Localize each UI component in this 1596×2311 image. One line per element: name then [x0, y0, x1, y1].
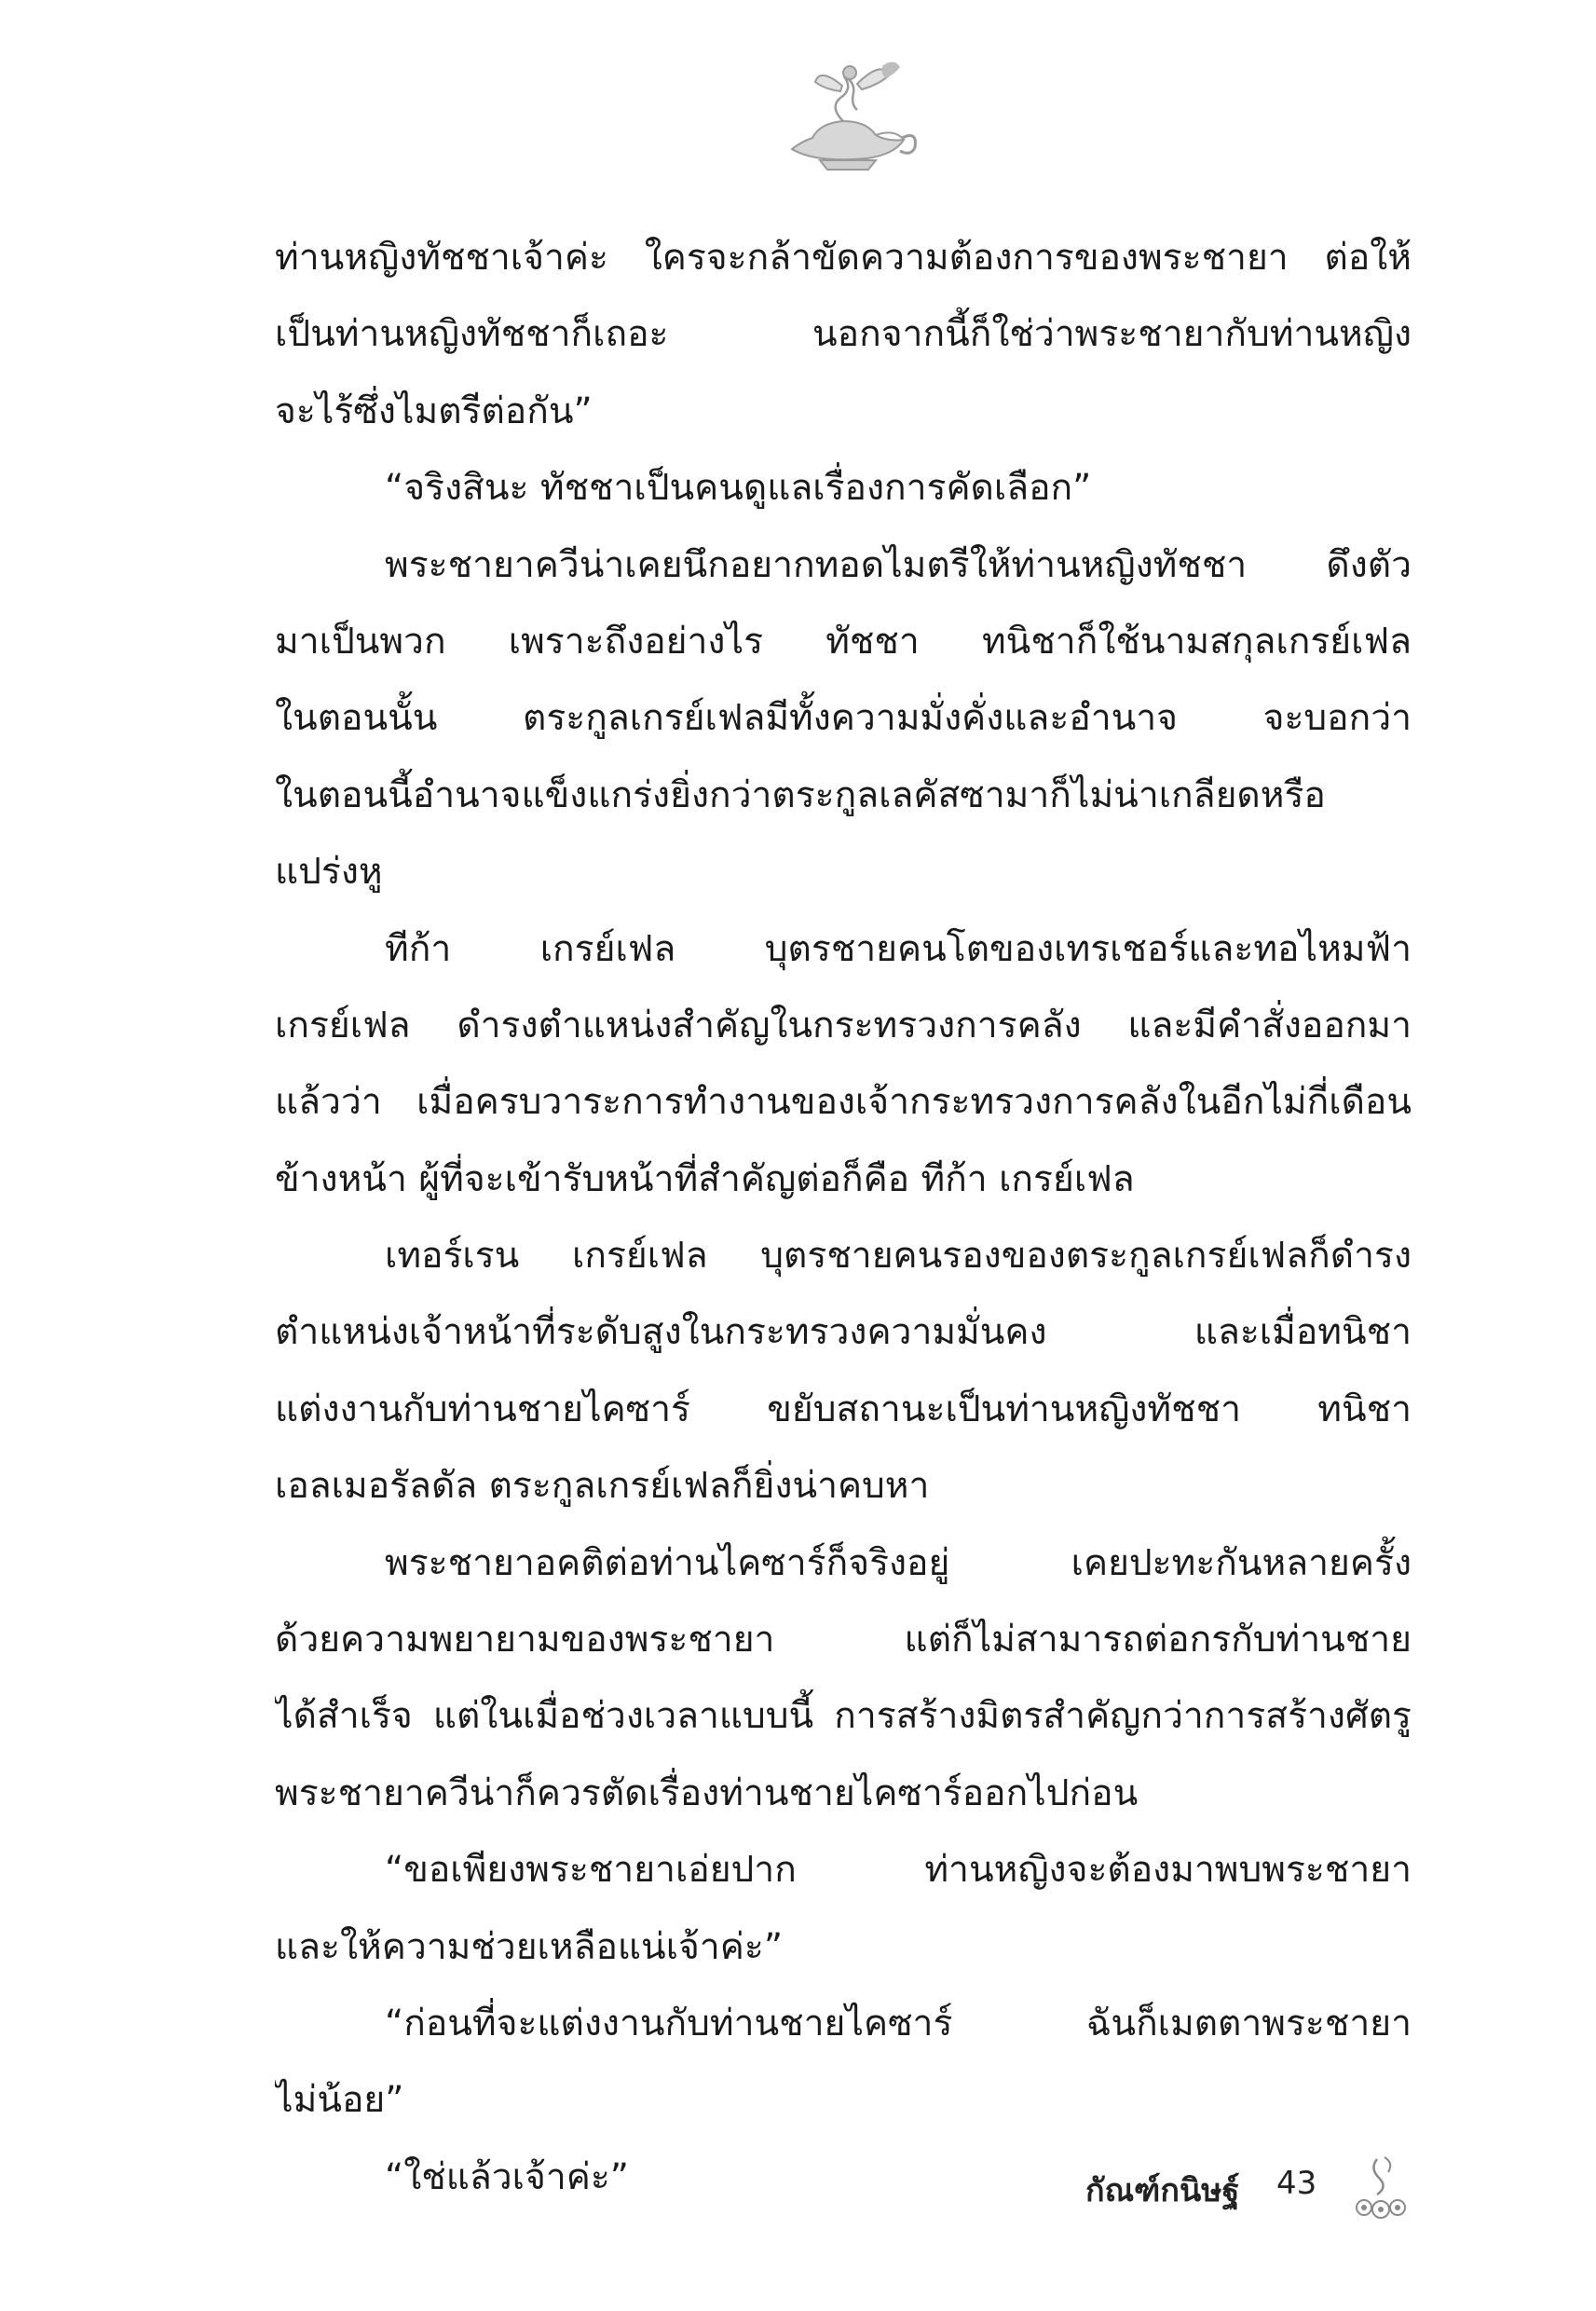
- text-line: พระชายาอคติต่อท่านไคซาร์ก็จริงอยู่ เคยปะทะกันหลายครั้ง: [385, 1541, 1412, 1584]
- text-line: เทอร์เรน เกรย์เฟล บุตรชายคนรองของตระกูลเกรย์เฟลก็ดำรง: [385, 1235, 1412, 1278]
- text-line: ในตอนนี้อำนาจแข็งแกร่งยิ่งกว่าตระกูลเลคัสซามาก็ไม่น่าเกลียดหรือ: [275, 773, 1326, 816]
- text-line: “จริงสินะ ทัชชาเป็นคนดูแลเรื่องการคัดเลือก”: [385, 467, 1092, 510]
- text-line: ตำแหน่งเจ้าหน้าที่ระดับสูงในกระทรวงความมั่นคง และเมื่อทนิชา: [275, 1311, 1412, 1354]
- text-line: ในตอนนั้น ตระกูลเกรย์เฟลมีทั้งความมั่งคั่งและอำนาจ จะบอกว่า: [275, 697, 1412, 740]
- text-line: แปร่งหู: [275, 851, 383, 894]
- text-line: ไม่น้อย”: [275, 2079, 404, 2122]
- page-footer: [1071, 2148, 1425, 2232]
- text-line: “ใช่แล้วเจ้าค่ะ”: [385, 2155, 629, 2198]
- book-title: กัณฑ์กนิษฐ์: [1085, 2172, 1240, 2209]
- text-line: “ก่อนที่จะแต่งงานกับท่านชายไคซาร์ ฉันก็เมตตาพระชายา: [385, 2002, 1412, 2044]
- body-text: [275, 220, 1412, 2216]
- text-line: พระชายาควีน่าเคยนึกอยากทอดไมตรีให้ท่านหญิงทัชชา ดึงตัว: [385, 543, 1412, 586]
- text-line: ข้างหน้า ผู้ที่จะเข้ารับหน้าที่สำคัญต่อก็คือ ทีก้า เกรย์เฟล: [275, 1157, 1135, 1200]
- text-line: เอลเมอรัลดัล ตระกูลเกรย์เฟลก็ยิ่งน่าคบหา: [275, 1465, 930, 1508]
- text-line: จะไร้ซึ่งไมตรีต่อกัน”: [275, 390, 593, 432]
- text-line: ได้สำเร็จ แต่ในเมื่อช่วงเวลาแบบนี้ การสร้างมิตรสำคัญกว่าการสร้างศัตรู: [275, 1695, 1412, 1738]
- text-line: เป็นท่านหญิงทัชชาก็เถอะ นอกจากนี้ก็ใช่ว่าพระชายากับท่านหญิง: [275, 313, 1412, 356]
- text-line: ท่านหญิงทัชชาเจ้าค่ะ ใครจะกล้าขัดความต้องการของพระชายา ต่อให้: [275, 237, 1412, 279]
- floral-vine-icon: [1342, 2150, 1416, 2224]
- text-line: ทีก้า เกรย์เฟล บุตรชายคนโตของเทรเชอร์และทอไหมฟ้า: [385, 927, 1412, 970]
- text-line: มาเป็นพวก เพราะถึงอย่างไร ทัชชา ทนิชาก็ใช้นามสกุลเกรย์เฟล: [275, 620, 1412, 663]
- page-number: 43: [1276, 2165, 1317, 2202]
- text-line: แต่งงานกับท่านชายไคซาร์ ขยับสถานะเป็นท่านหญิงทัชชา ทนิชา: [275, 1388, 1412, 1430]
- text-line: ด้วยความพยายามของพระชายา แต่ก็ไม่สามารถต่อกรกับท่านชาย: [275, 1619, 1412, 1661]
- text-line: พระชายาควีน่าก็ควรตัดเรื่องท่านชายไคซาร์ออกไปก่อน: [275, 1771, 1139, 1814]
- text-line: เกรย์เฟล ดำรงตำแหน่งสำคัญในกระทรวงการคลัง และมีคำสั่งออกมา: [275, 1004, 1412, 1046]
- text-line: และให้ความช่วยเหลือแน่เจ้าค่ะ”: [275, 1925, 784, 1968]
- fairy-teapot-icon: [764, 56, 932, 177]
- text-line: “ขอเพียงพระชายาเอ่ยปาก ท่านหญิงจะต้องมาพบพระชายา: [385, 1849, 1412, 1892]
- text-line: แล้วว่า เมื่อครบวาระการทำงานของเจ้ากระทรวงการคลังในอีกไม่กี่เดือน: [275, 1081, 1412, 1124]
